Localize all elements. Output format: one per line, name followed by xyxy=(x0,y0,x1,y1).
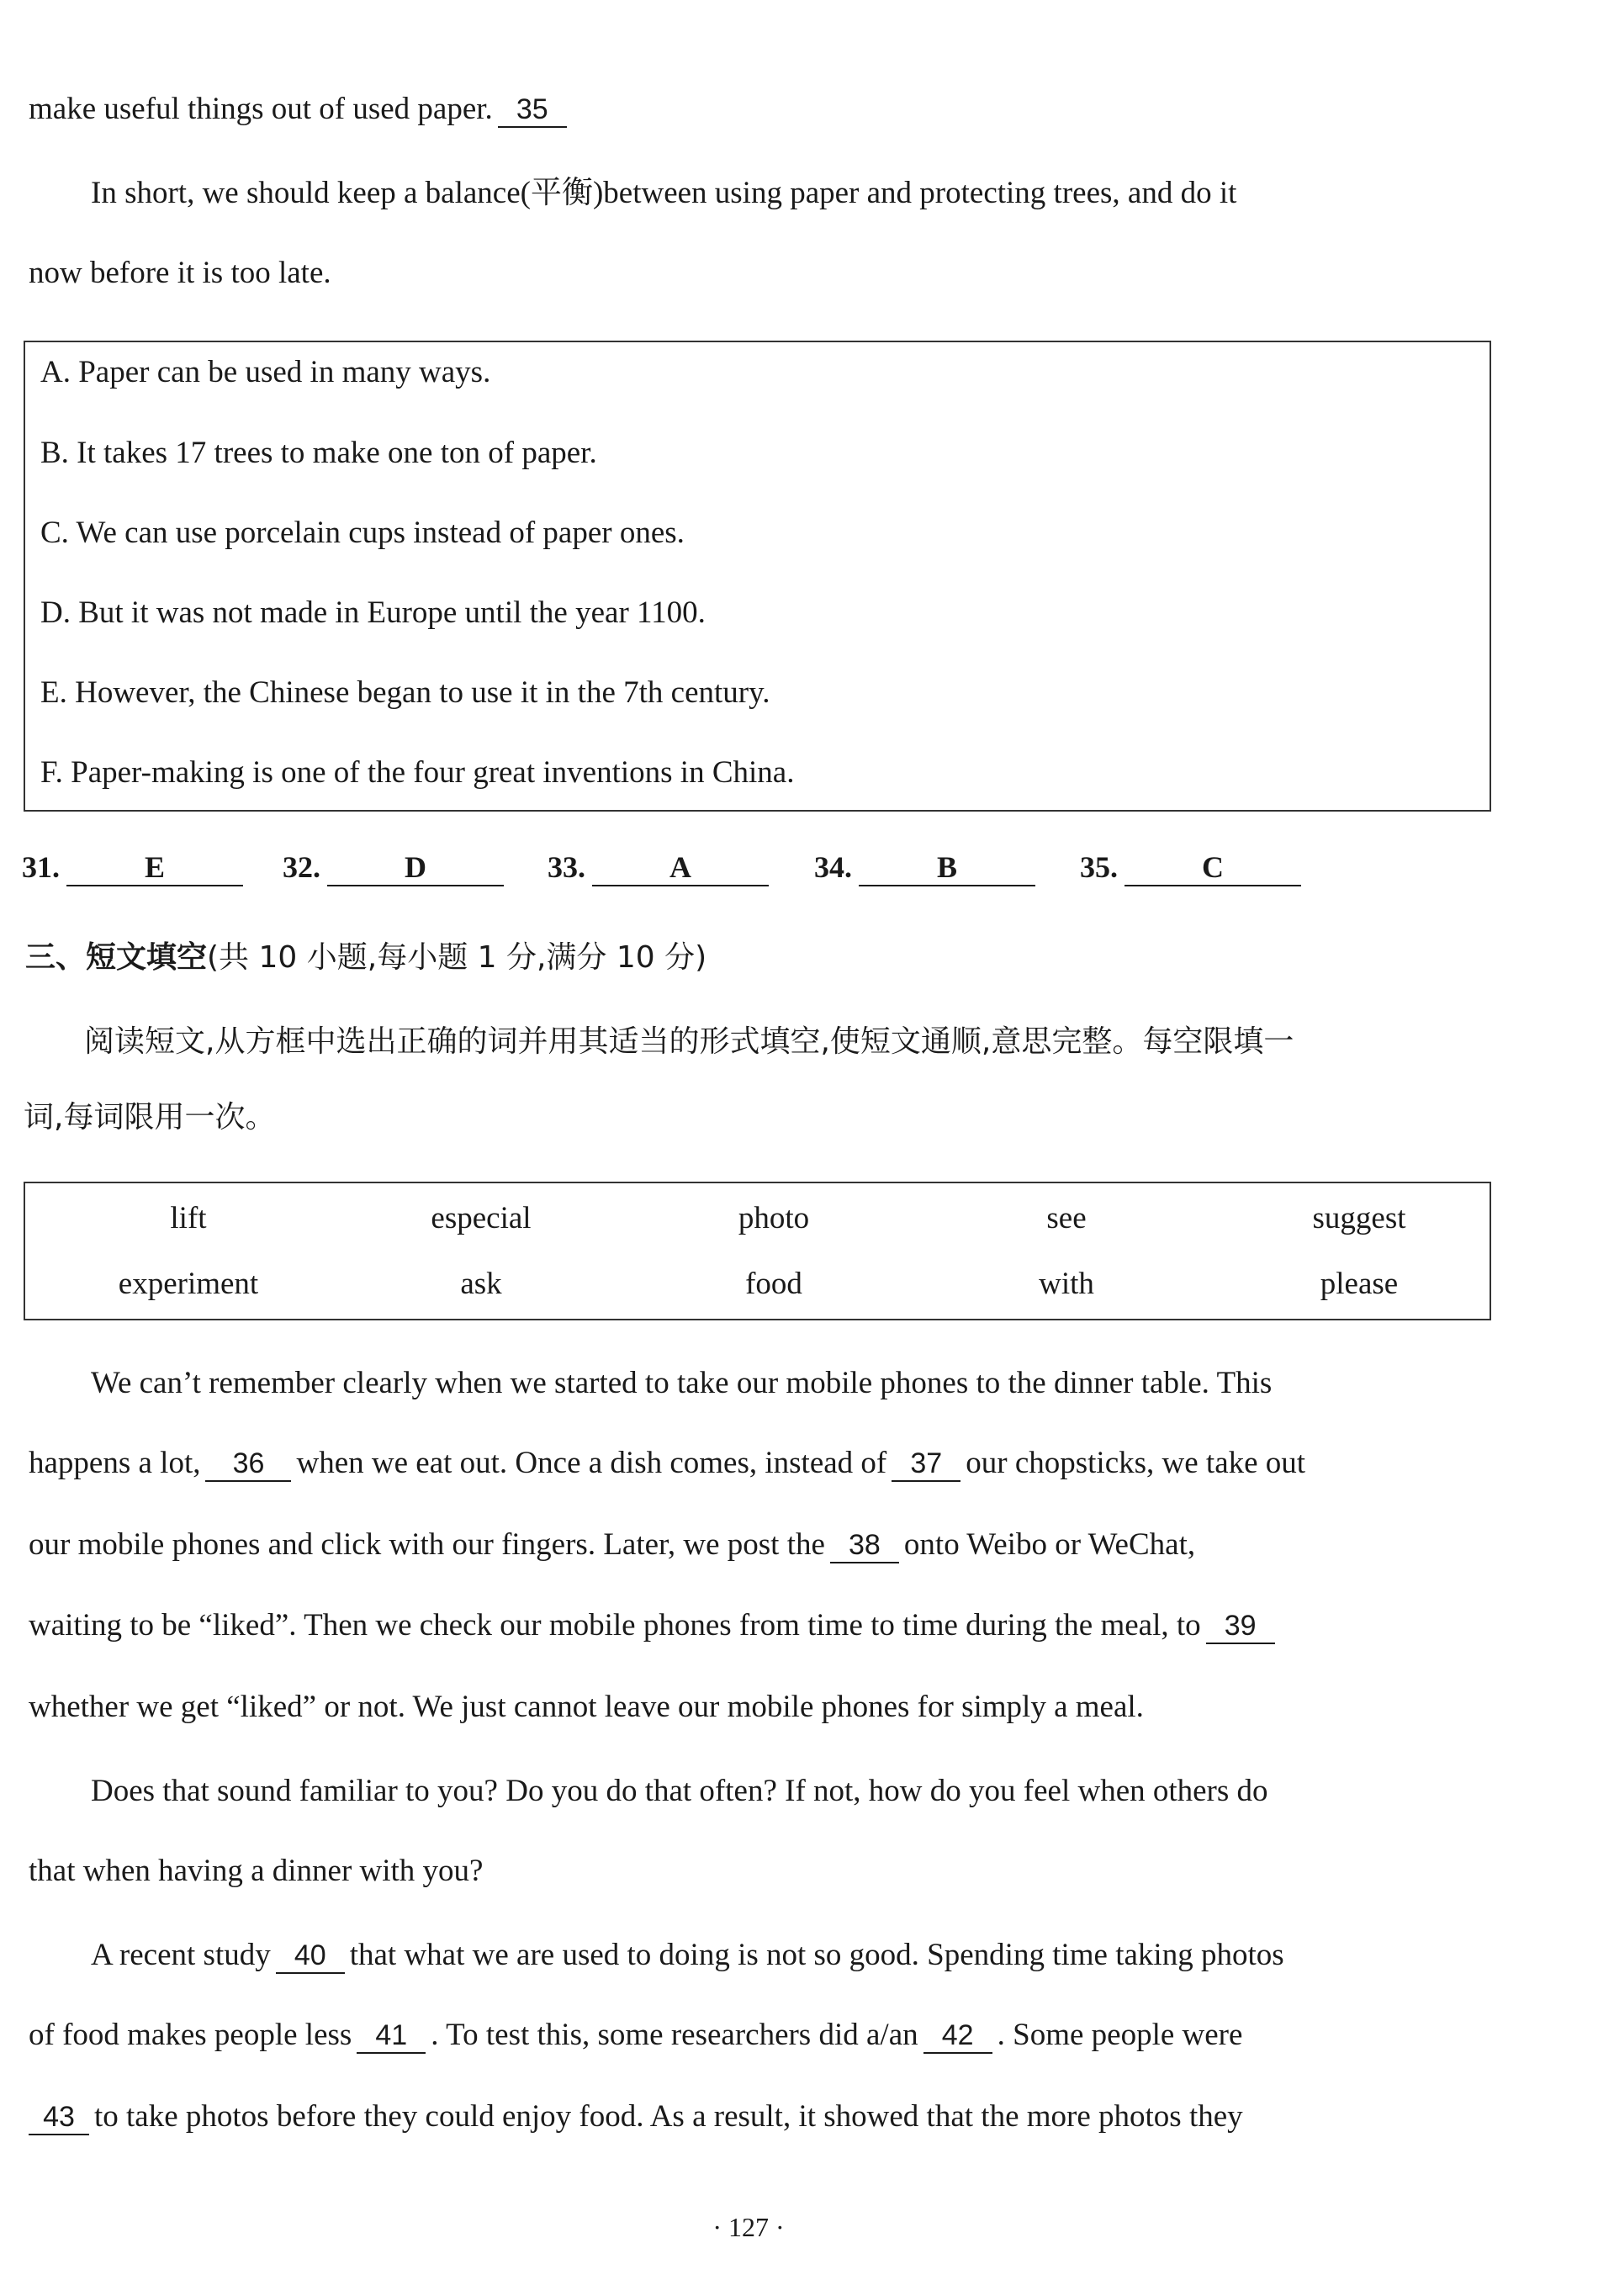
option-a: A. Paper can be used in many ways. xyxy=(40,355,491,389)
passage-line: Does that sound familiar to you? Do you do that often? If not, how do you feel when others do xyxy=(91,1774,1268,1808)
word-experiment: experiment xyxy=(118,1267,259,1301)
blank-40: 40 xyxy=(276,1939,345,1974)
passage-line: happens a lot, 36 when we eat out. Once a dish comes, instead of 37 our chopsticks, we take out xyxy=(29,1446,1306,1480)
passage-line: waiting to be “liked”. Then we check our mobile phones from time to time during the meal, to 39 xyxy=(29,1605,1280,1647)
word-suggest: suggest xyxy=(1312,1201,1406,1235)
blank-37: 37 xyxy=(892,1447,960,1482)
passage-line: We can’t remember clearly when we started to take our mobile phones to the dinner table. This xyxy=(91,1366,1273,1400)
option-c: C. We can use porcelain cups instead of paper ones. xyxy=(40,516,685,550)
word-with: with xyxy=(1039,1267,1094,1301)
blank-38: 38 xyxy=(830,1528,899,1563)
blank-42: 42 xyxy=(923,2018,992,2054)
passage-line: whether we get “liked” or not. We just cannot leave our mobile phones for simply a meal. xyxy=(29,1690,1144,1724)
blank-43: 43 xyxy=(29,2100,89,2135)
word-see: see xyxy=(1046,1201,1087,1235)
answer-35: 35. C xyxy=(1080,849,1301,886)
option-b: B. It takes 17 trees to make one ton of paper. xyxy=(40,436,597,470)
options-box xyxy=(24,341,1491,812)
instruction-line: 词,每词限用一次。 xyxy=(24,1100,276,1135)
passage-line: A recent study 40 that what we are used to doing is not so good. Spending time taking photos xyxy=(91,1938,1284,1972)
passage-text: make useful things out of used paper. xyxy=(29,92,493,126)
option-d: D. But it was not made in Europe until the year 1100. xyxy=(40,595,706,630)
blank-36: 36 xyxy=(205,1447,291,1482)
word-photo: photo xyxy=(738,1201,810,1235)
word-ask: ask xyxy=(460,1267,502,1301)
answer-32: 32. D xyxy=(283,849,504,886)
passage-line: that when having a dinner with you? xyxy=(29,1854,484,1888)
section-title xyxy=(25,934,706,976)
passage-line: of food makes people less 41 . To test this, some researchers did a/an 42 . Some people were xyxy=(29,2018,1243,2052)
section-title-text: 三、短文填空 xyxy=(25,940,208,975)
word-especial: especial xyxy=(431,1201,532,1235)
passage-line: In short, we should keep a balance(平衡)between using paper and protecting trees, and do it xyxy=(91,176,1237,210)
instruction-line: 阅读短文,从方框中选出正确的词并用其适当的形式填空,使短文通顺,意思完整。每空限填一 xyxy=(84,1024,1294,1059)
passage-line xyxy=(29,88,572,130)
section-subtitle: (共 10 小题,每小题 1 分,满分 10 分) xyxy=(207,940,707,975)
blank-35: 35 xyxy=(498,93,567,128)
word-lift: lift xyxy=(170,1201,207,1235)
blank-41: 41 xyxy=(357,2018,426,2054)
answer-row xyxy=(22,849,1334,900)
option-e: E. However, the Chinese began to use it in the 7th century. xyxy=(40,675,770,710)
word-please: please xyxy=(1320,1267,1399,1301)
passage-line: now before it is too late. xyxy=(29,256,331,290)
answer-31: 31. E xyxy=(22,849,243,886)
word-box xyxy=(24,1182,1491,1320)
page-number: · 127 · xyxy=(712,2212,785,2242)
passage-line: our mobile phones and click with our fingers. Later, we post the 38 onto Weibo or WeChat, xyxy=(29,1527,1196,1562)
word-food: food xyxy=(745,1267,802,1301)
answer-33: 33. A xyxy=(548,849,769,886)
option-f: F. Paper-making is one of the four great inventions in China. xyxy=(40,755,795,790)
passage-line: 43 to take photos before they could enjoy food. As a result, it showed that the more photos they xyxy=(29,2096,1243,2138)
answer-34: 34. B xyxy=(814,849,1035,886)
blank-39: 39 xyxy=(1206,1609,1275,1644)
